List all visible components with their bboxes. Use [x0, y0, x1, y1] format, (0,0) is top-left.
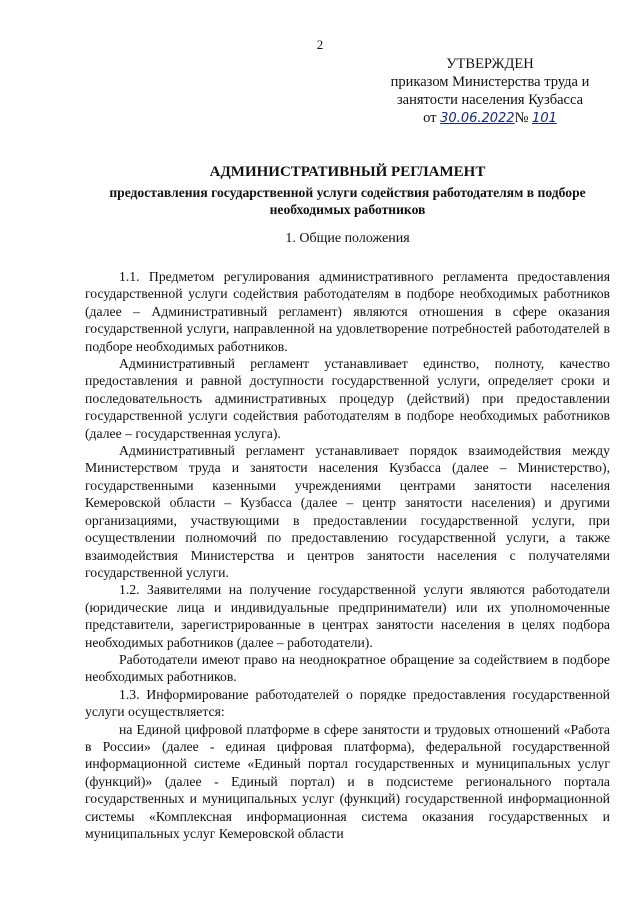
approval-line-2: занятости населения Кузбасса [396, 92, 584, 108]
paragraph-repeat-requests: Работодатели имеют право на неоднократное обращение за содействием в подборе необходимых работников. [85, 651, 610, 685]
approval-date-line [370, 109, 610, 128]
paragraph-platforms: на Единой цифровой платформе в сфере занятости и трудовых отношений «Работа в России» (далее - единая цифровая платформа), федеральной государственной информационной системе «Единый портал государственных и муниципальных услуг (функций)» (далее - Единый портал) и в подсистеме регионального портала государственных и муниципальных услуг (функций) государственной информационной системы «Комплексная информационная система оказания государственных и муниципальных услуг Кемеровской области [85, 721, 610, 841]
document-subtitle: предоставления государственной услуги содействия работодателям в подборе необходимых работников [109, 185, 586, 217]
title-block [85, 163, 610, 218]
approval-line-1: приказом Министерства труда и [390, 74, 590, 90]
page-number: 2 [316, 37, 324, 52]
date-prefix: от [423, 110, 437, 126]
handwritten-number: 101 [532, 111, 557, 126]
body-text [85, 268, 610, 842]
number-sign: № [514, 110, 529, 126]
paragraph-1-3: 1.3. Информирование работодателей о порядке предоставления государственной услуги осуществляется: [85, 686, 610, 720]
paragraph-1-1: 1.1. Предметом регулирования административного регламента предоставления государственной услуги содействия работодателям в подборе необходимых работников (далее – Административный регламент) являются отношения в сфере оказания государственной услуги, направленной на удовлетворение потребностей работодателей в подборе необходимых работников. [85, 269, 610, 354]
paragraph-1-2: 1.2. Заявителями на получение государственной услуги являются работодатели (юридические лица и индивидуальные предприниматели) или их уполномоченные представители, зарегистрированные в центрах занятости населения в целях подбора необходимых работников (далее – работодатели). [85, 582, 610, 650]
approval-heading: УТВЕРЖДЕН [446, 56, 534, 72]
approval-stamp [370, 55, 610, 128]
paragraph-interaction: Административный регламент устанавливает порядок взаимодействия между Министерством труда и занятости населения Кузбасса (далее – Министерство), государственными казенными учреждениями центрами занятости населения Кемеровской области – Кузбасса (далее – центр занятости населения) и другими организациями, участвующими в предоставлении государственной услуги, при осуществлении полномочий по предоставлению государственной услуги, а также взаимодействия Министерства и центров занятости населения с получателями государственной услуги. [85, 443, 610, 580]
document-title: АДМИНИСТРАТИВНЫЙ РЕГЛАМЕНТ [209, 164, 486, 180]
handwritten-date: 30.06.2022 [440, 111, 515, 126]
paragraph-scope: Административный регламент устанавливает единство, полноту, качество предоставления и равной доступности государственной услуги, определяет сроки и последовательность административных процедур (действий) при предоставлении государственной услуги содействия работодателям в подборе необходимых работников (далее – государственная услуга). [85, 356, 610, 441]
section-heading: 1. Общие положения [285, 231, 410, 246]
